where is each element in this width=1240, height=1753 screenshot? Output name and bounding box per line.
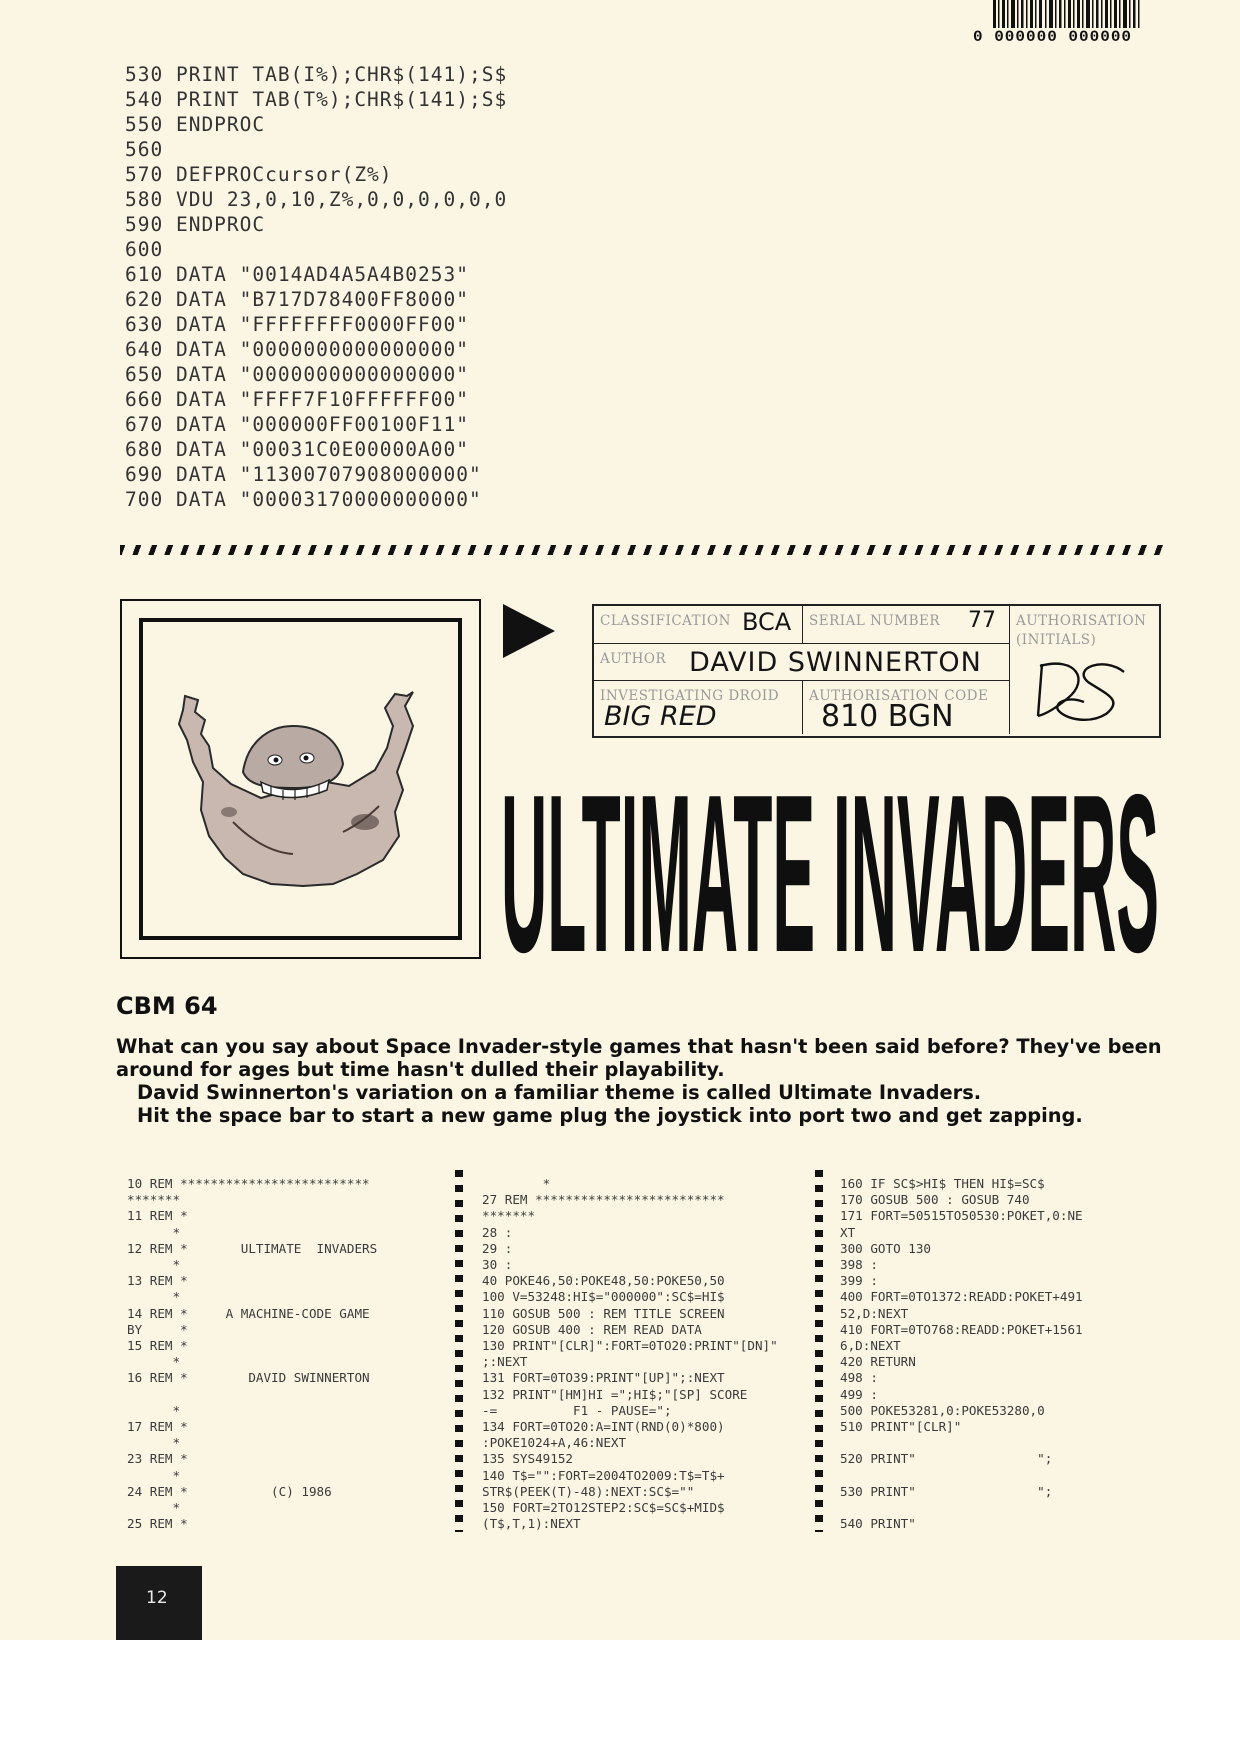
code-line: 120 GOSUB 400 : REM READ DATA xyxy=(482,1321,702,1337)
code-line: 29 : xyxy=(482,1240,513,1256)
code-line: BY * xyxy=(127,1321,188,1337)
code-line: 398 : xyxy=(840,1257,878,1273)
code-line: * xyxy=(127,1467,181,1483)
code-line: 620 DATA "B717D78400FF8000" xyxy=(125,288,469,311)
arrow-icon xyxy=(503,604,555,658)
intro-paragraph-2: David Swinnerton's variation on a familiar theme is called Ultimate Invaders. xyxy=(137,1081,982,1104)
page-number: 12 xyxy=(146,1588,168,1608)
code-line: 6,D:NEXT xyxy=(840,1338,901,1354)
alien-creature-illustration xyxy=(143,622,458,936)
code-line: 10 REM ************************* xyxy=(127,1176,370,1191)
illustration-inner-frame xyxy=(139,618,462,940)
authorisation-code-label: AUTHORISATION CODE xyxy=(809,688,989,704)
code-line: 131 FORT=0TO39:PRINT"[UP]";:NEXT xyxy=(482,1370,725,1386)
code-line xyxy=(127,1387,377,1403)
code-line: 135 SYS49152 xyxy=(482,1451,573,1467)
code-line: 660 DATA "FFFF7F10FFFFFF00" xyxy=(125,388,469,411)
page-number-box xyxy=(116,1566,202,1640)
game-title-text: ULTIMATE INVADERS xyxy=(501,766,1159,961)
author-value: DAVID SWINNERTON xyxy=(689,647,982,678)
code-line: 25 REM * xyxy=(127,1516,188,1532)
code-line: 500 POKE53281,0:POKE53280,0 xyxy=(840,1402,1045,1418)
code-line: 140 T$="":FORT=2004TO2009:T$=T$+ xyxy=(482,1467,725,1483)
code-line: 13 REM * xyxy=(127,1273,188,1289)
initials-label: (INITIALS) xyxy=(1016,632,1097,648)
code-line: 650 DATA "0000000000000000" xyxy=(125,363,469,386)
code-line: ;:NEXT xyxy=(482,1354,528,1370)
code-line: STR$(PEEK(T)-48):NEXT:SC$="" xyxy=(482,1483,695,1499)
code-line: 14 REM * A MACHINE-CODE GAME xyxy=(127,1305,370,1321)
code-line: 110 GOSUB 500 : REM TITLE SCREEN xyxy=(482,1305,725,1321)
authorisation-label: AUTHORISATION xyxy=(1016,613,1147,629)
code-line: 23 REM * xyxy=(127,1451,188,1467)
classification-value: BCA xyxy=(742,608,792,636)
code-line: 17 REM * xyxy=(127,1419,188,1435)
intro-text xyxy=(116,1035,1176,1127)
signature-initials xyxy=(1028,650,1140,728)
code-line: 690 DATA "11300707908000000" xyxy=(125,463,482,486)
code-line: 52,D:NEXT xyxy=(840,1305,909,1321)
code-line: :POKE1024+A,46:NEXT xyxy=(482,1435,627,1451)
code-line: 540 PRINT TAB(T%);CHR$(141);S$ xyxy=(125,88,508,111)
author-cell xyxy=(594,644,1010,681)
serial-number-value: 77 xyxy=(968,608,996,633)
code-line: 530 PRINT" "; xyxy=(840,1483,1053,1499)
code-line: * xyxy=(127,1354,181,1370)
code-line: 16 REM * DAVID SWINNERTON xyxy=(127,1370,370,1386)
top-program-listing xyxy=(125,62,507,512)
code-line xyxy=(840,1468,1083,1484)
authorisation-cell xyxy=(1010,606,1159,734)
code-line: 28 : xyxy=(482,1224,513,1240)
listing-column-2 xyxy=(482,1176,778,1532)
code-line: 410 FORT=0TO768:READD:POKET+1561 xyxy=(840,1321,1083,1337)
code-line: 12 REM * ULTIMATE INVADERS xyxy=(127,1240,378,1256)
code-line: 610 DATA "0014AD4A5A4B0253" xyxy=(125,263,469,286)
code-line: 550 ENDPROC xyxy=(125,113,266,136)
code-line: 399 : xyxy=(840,1273,878,1289)
code-line: 540 PRINT" xyxy=(840,1516,916,1532)
code-line: 170 GOSUB 500 : GOSUB 740 xyxy=(840,1192,1030,1208)
code-line: 11 REM * xyxy=(127,1208,188,1224)
classification-cell xyxy=(594,606,803,644)
investigating-droid-value: BIG RED xyxy=(604,701,717,732)
column-divider xyxy=(455,1170,463,1532)
dashed-divider xyxy=(120,545,1165,555)
code-line: * xyxy=(127,1257,181,1273)
code-line: 130 PRINT"[CLR]":FORT=0TO20:PRINT"[DN]" xyxy=(482,1338,778,1354)
code-line: * xyxy=(127,1402,181,1418)
code-line: 680 DATA "00031C0E00000A00" xyxy=(125,438,469,461)
code-line: * xyxy=(127,1289,181,1305)
code-line: 27 REM ************************* xyxy=(482,1192,725,1208)
code-line: * xyxy=(127,1224,181,1240)
code-line: 630 DATA "FFFFFFFF0000FF00" xyxy=(125,313,469,336)
code-line: 590 ENDPROC xyxy=(125,213,266,236)
author-label: AUTHOR xyxy=(600,651,667,667)
code-line xyxy=(840,1435,1083,1451)
code-line: (T$,T,1):NEXT xyxy=(482,1516,581,1532)
classification-label: CLASSIFICATION xyxy=(600,613,731,629)
code-line: 24 REM * (C) 1986 xyxy=(127,1483,332,1499)
code-line: 499 : xyxy=(840,1386,878,1402)
code-line: 570 DEFPROCcursor(Z%) xyxy=(125,163,393,186)
code-line: 100 V=53248:HI$="000000":SC$=HI$ xyxy=(482,1289,725,1305)
code-line: 132 PRINT"[HM]HI =";HI$;"[SP] SCORE xyxy=(482,1386,748,1402)
code-line: 670 DATA "000000FF00100F11" xyxy=(125,413,469,436)
code-line: * xyxy=(127,1500,181,1516)
code-line: -= F1 - PAUSE="; xyxy=(482,1402,672,1418)
code-line: 171 FORT=50515TO50530:POKET,0:NE xyxy=(840,1208,1083,1224)
intro-paragraph-3: Hit the space bar to start a new game plug the joystick into port two and get zapping. xyxy=(137,1104,1083,1127)
code-line: 134 FORT=0TO20:A=INT(RND(0)*800) xyxy=(482,1419,725,1435)
column-divider xyxy=(815,1170,823,1532)
code-line: * xyxy=(482,1176,551,1191)
code-line: * xyxy=(127,1435,181,1451)
code-line: 400 FORT=0TO1372:READD:POKET+491 xyxy=(840,1289,1083,1305)
listing-column-1 xyxy=(127,1176,377,1532)
authorisation-code-cell xyxy=(803,681,1010,734)
code-line: 300 GOTO 130 xyxy=(840,1240,931,1256)
code-line: 600 xyxy=(125,238,164,261)
investigating-droid-cell xyxy=(594,681,803,734)
code-line: ******* xyxy=(127,1192,181,1208)
intro-paragraph-1: What can you say about Space Invader-style games that hasn't been said before? They've been around for ages but time hasn't dulled their playability. xyxy=(116,1035,1162,1081)
code-line: 498 : xyxy=(840,1370,878,1386)
code-line: ******* xyxy=(482,1208,536,1224)
code-line: 640 DATA "0000000000000000" xyxy=(125,338,469,361)
serial-number-cell xyxy=(803,606,1010,644)
platform-heading: CBM 64 xyxy=(116,992,218,1020)
code-line: 520 PRINT" "; xyxy=(840,1451,1053,1467)
code-line: 160 IF SC$>HI$ THEN HI$=SC$ xyxy=(840,1176,1045,1191)
illustration-frame xyxy=(120,599,481,959)
game-title xyxy=(501,766,1161,961)
code-line: 420 RETURN xyxy=(840,1354,916,1370)
serial-number-label: SERIAL NUMBER xyxy=(809,613,941,629)
code-line: 530 PRINT TAB(I%);CHR$(141);S$ xyxy=(125,63,508,86)
code-line: 15 REM * xyxy=(127,1338,188,1354)
code-line: 700 DATA "00003170000000000" xyxy=(125,488,482,511)
classification-card xyxy=(592,604,1161,738)
barcode-number: 0 000000 000000 xyxy=(971,28,1173,46)
code-line: 150 FORT=2TO12STEP2:SC$=SC$+MID$ xyxy=(482,1500,725,1516)
code-line xyxy=(840,1500,1083,1516)
listing-column-3 xyxy=(840,1176,1083,1532)
authorisation-code-value: 810 BGN xyxy=(821,699,954,734)
code-line: 580 VDU 23,0,10,Z%,0,0,0,0,0,0 xyxy=(125,188,508,211)
code-line: 560 xyxy=(125,138,164,161)
code-line: 30 : xyxy=(482,1257,513,1273)
code-line: 510 PRINT"[CLR]" xyxy=(840,1419,962,1435)
code-line: XT xyxy=(840,1224,856,1240)
code-line: 40 POKE46,50:POKE48,50:POKE50,50 xyxy=(482,1273,725,1289)
investigating-droid-label: INVESTIGATING DROID xyxy=(600,688,780,704)
